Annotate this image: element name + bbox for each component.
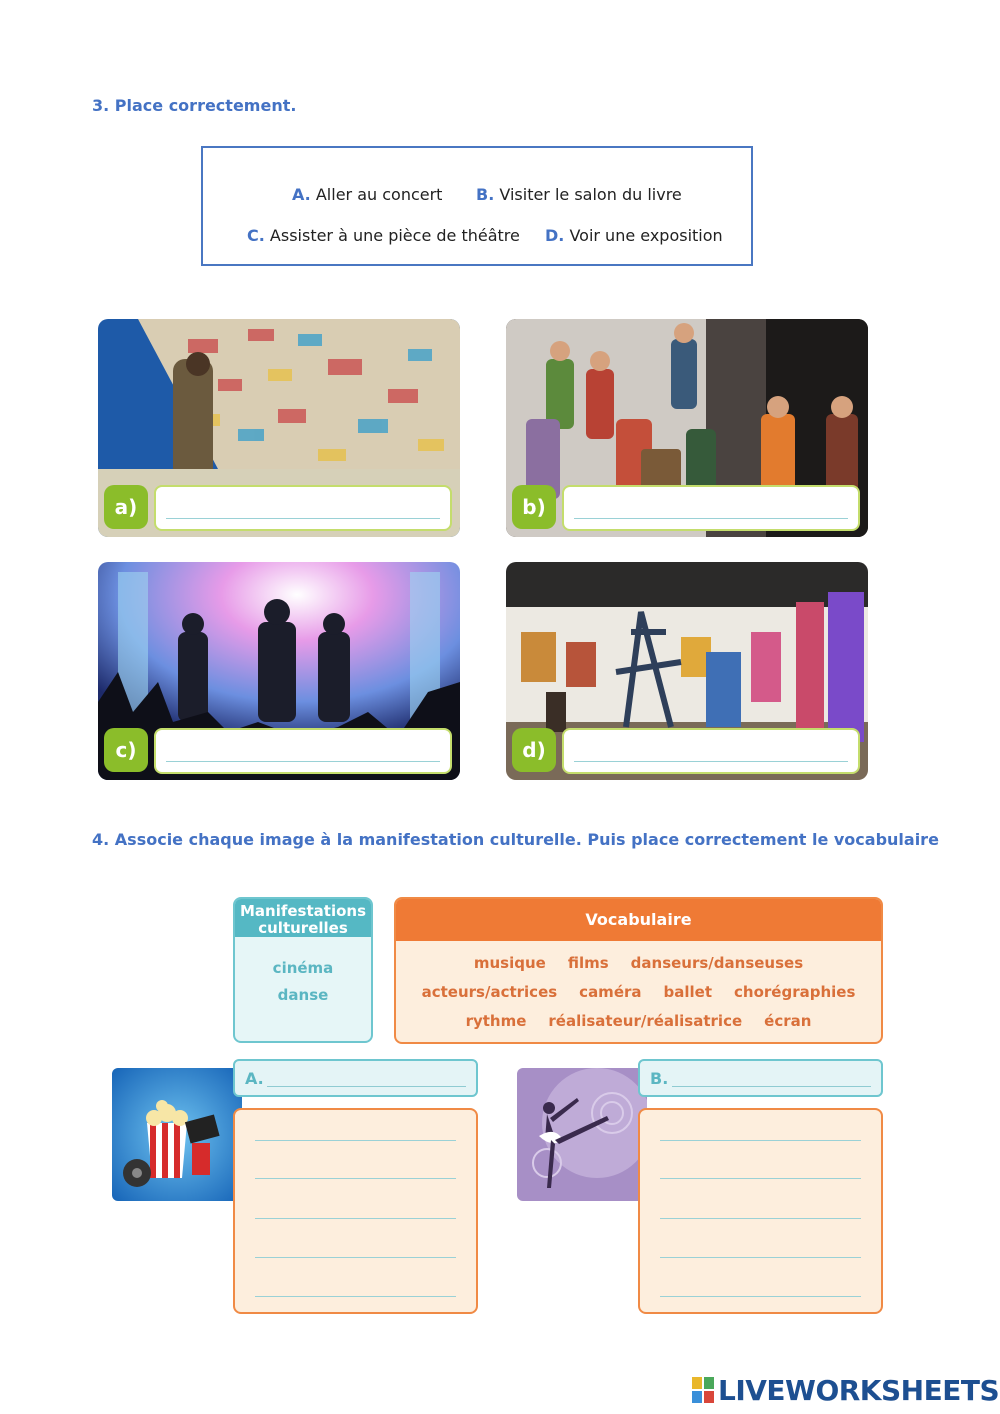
vocab-word: écran [764,1012,812,1030]
manifestations-title [235,899,371,937]
option-c [247,226,520,245]
answer-line [574,761,848,762]
vocabulary-box [394,897,883,1044]
vocabulary-row [396,1007,881,1036]
writing-line [660,1140,861,1141]
writing-line [255,1296,456,1297]
options-box [201,146,753,266]
vocabulary-answer-box-b[interactable] [638,1108,883,1314]
badge-d: d) [512,728,556,772]
option-d [545,226,723,245]
photo-card-a [98,319,460,537]
option-text: Assister à une pièce de théâtre [264,226,520,245]
writing-line [660,1218,861,1219]
writing-line [660,1296,861,1297]
writing-line [255,1257,456,1258]
manifestation-item: cinéma [272,959,334,977]
vocabulary-title: Vocabulaire [396,899,881,941]
answer-field-d[interactable] [562,728,860,774]
photo-card-b [506,319,868,537]
answer-field-b[interactable] [562,485,860,531]
vocab-word: acteurs/actrices [421,983,558,1001]
cinema-popcorn-image [112,1068,242,1201]
live-logo-icon [692,1377,714,1403]
manifestation-item: danse [277,986,329,1004]
answer-title-line [267,1086,466,1087]
writing-line [660,1178,861,1179]
vocab-word: rythme [465,1012,527,1030]
photo-card-c [98,562,460,780]
answer-title-letter: B. [650,1069,669,1088]
ballet-dancer-icon [517,1068,647,1201]
option-text: Voir une exposition [564,226,723,245]
option-letter: A. [292,185,311,204]
section-4-heading: 4. Associe chaque image à la manifestation culturelle. Puis place correctement le vocabulaire [92,830,939,849]
vocab-word: caméra [579,983,642,1001]
vocab-word: chorégraphies [734,983,856,1001]
popcorn-icon [112,1068,242,1201]
vocab-word: musique [473,954,546,972]
answer-line [166,518,440,519]
vocabulary-row [396,978,881,1007]
badge-a: a) [104,485,148,529]
option-text: Aller au concert [310,185,443,204]
brand-text: LIVEWORKSHEETS [718,1373,1000,1407]
answer-title-a[interactable] [233,1059,478,1097]
option-b [476,185,682,204]
writing-line [255,1140,456,1141]
writing-line [255,1178,456,1179]
vocabulary-answer-box-a[interactable] [233,1108,478,1314]
section-3-heading: 3. Place correctement. [92,96,297,115]
option-letter: C. [247,226,265,245]
answer-title-line [672,1086,871,1087]
answer-field-a[interactable] [154,485,452,531]
vocab-word: films [567,954,609,972]
answer-title-b[interactable] [638,1059,883,1097]
manifestations-title-line2: culturelles [258,919,348,937]
badge-c: c) [104,728,148,772]
option-letter: D. [545,226,565,245]
answer-title-letter: A. [245,1069,264,1088]
answer-line [166,761,440,762]
manifestations-box [233,897,373,1043]
ballet-dancer-image [517,1068,647,1201]
writing-line [660,1257,861,1258]
vocab-word: ballet [663,983,713,1001]
answer-line [574,518,848,519]
option-a [292,185,442,204]
vocab-word: danseurs/danseuses [630,954,804,972]
vocab-word: réalisateur/réalisatrice [548,1012,743,1030]
option-letter: B. [476,185,495,204]
answer-field-c[interactable] [154,728,452,774]
photo-card-d [506,562,868,780]
vocabulary-row [396,949,881,978]
writing-line [255,1218,456,1219]
manifestations-title-line1: Manifestations [239,902,366,920]
option-text: Visiter le salon du livre [494,185,682,204]
liveworksheets-brand [692,1374,999,1406]
badge-b: b) [512,485,556,529]
